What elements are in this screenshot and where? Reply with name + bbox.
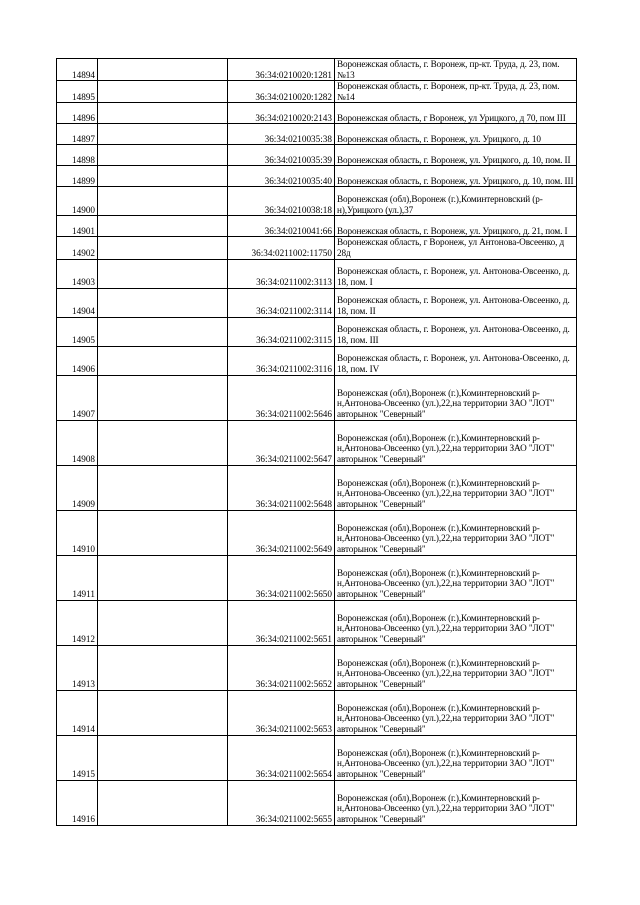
cadastral-number: 36:34:0211002:5648 xyxy=(228,465,335,510)
empty-cell xyxy=(98,187,228,216)
empty-cell xyxy=(98,375,228,420)
table-row xyxy=(57,690,577,735)
table-row xyxy=(57,216,577,237)
row-number: 14896 xyxy=(57,103,98,124)
cadastral-number: 36:34:0210035:38 xyxy=(228,124,335,145)
property-address: Воронежская (обл),Воронеж (г.),Коминтерновский р-н,Антонова-Овсеенко (ул.),22,на территории ЗАО "ЛОТ" авторынок "Северный" xyxy=(335,645,577,690)
property-address: Воронежская область, г. Воронеж, ул. Урицкого, д. 21, пом. I xyxy=(335,216,577,237)
empty-cell xyxy=(98,288,228,317)
cadastral-number: 36:34:0211002:5646 xyxy=(228,375,335,420)
property-address: Воронежская область, г. Воронеж, пр-кт. Труда, д. 23, пом. №13 xyxy=(335,59,577,81)
property-address: Воронежская область, г. Воронеж, ул. Антонова-Овсеенко, д. 18, пом. I xyxy=(335,259,577,288)
cadastral-number: 36:34:0211002:3115 xyxy=(228,317,335,346)
table-row xyxy=(57,166,577,187)
cadastral-number: 36:34:0211002:5647 xyxy=(228,420,335,465)
table-row xyxy=(57,420,577,465)
cadastral-number: 36:34:0211002:5655 xyxy=(228,780,335,825)
row-number: 14897 xyxy=(57,124,98,145)
row-number: 14914 xyxy=(57,690,98,735)
cadastral-number: 36:34:0211002:3113 xyxy=(228,259,335,288)
table-row xyxy=(57,600,577,645)
register-table xyxy=(56,58,577,826)
row-number: 14898 xyxy=(57,145,98,166)
row-number: 14901 xyxy=(57,216,98,237)
register-table-body xyxy=(57,59,577,826)
cadastral-number: 36:34:0210038:18 xyxy=(228,187,335,216)
property-address: Воронежская (обл),Воронеж (г.),Коминтерновский р-н,Антонова-Овсеенко (ул.),22,на территории ЗАО "ЛОТ" авторынок "Северный" xyxy=(335,555,577,600)
empty-cell xyxy=(98,103,228,124)
property-address: Воронежская область, г. Воронеж, пр-кт. Труда, д. 23, пом. №14 xyxy=(335,81,577,103)
property-address: Воронежская область, г Воронеж, ул Урицкого, д 70, пом III xyxy=(335,103,577,124)
row-number: 14906 xyxy=(57,346,98,375)
row-number: 14904 xyxy=(57,288,98,317)
empty-cell xyxy=(98,124,228,145)
row-number: 14916 xyxy=(57,780,98,825)
row-number: 14907 xyxy=(57,375,98,420)
property-address: Воронежская (обл),Воронеж (г.),Коминтерновский р-н,Антонова-Овсеенко (ул.),22,на территории ЗАО "ЛОТ" авторынок "Северный" xyxy=(335,735,577,780)
property-address: Воронежская область, г. Воронеж, ул. Урицкого, д. 10, пом. II xyxy=(335,145,577,166)
table-row xyxy=(57,288,577,317)
table-row xyxy=(57,735,577,780)
row-number: 14910 xyxy=(57,510,98,555)
row-number: 14915 xyxy=(57,735,98,780)
property-address: Воронежская (обл),Воронеж (г.),Коминтерновский (р-н),Урицкого (ул.),37 xyxy=(335,187,577,216)
table-row xyxy=(57,187,577,216)
cadastral-number: 36:34:0211002:11750 xyxy=(228,237,335,259)
cadastral-number: 36:34:0211002:5654 xyxy=(228,735,335,780)
property-address: Воронежская (обл),Воронеж (г.),Коминтерновский р-н,Антонова-Овсеенко (ул.),22,на территории ЗАО "ЛОТ" авторынок "Северный" xyxy=(335,600,577,645)
cadastral-number: 36:34:0211002:5649 xyxy=(228,510,335,555)
property-address: Воронежская (обл),Воронеж (г.),Коминтерновский р-н,Антонова-Овсеенко (ул.),22,на территории ЗАО "ЛОТ" авторынок "Северный" xyxy=(335,465,577,510)
empty-cell xyxy=(98,145,228,166)
row-number: 14902 xyxy=(57,237,98,259)
property-address: Воронежская область, г. Воронеж, ул. Урицкого, д. 10, пом. III xyxy=(335,166,577,187)
row-number: 14912 xyxy=(57,600,98,645)
empty-cell xyxy=(98,259,228,288)
empty-cell xyxy=(98,510,228,555)
row-number: 14899 xyxy=(57,166,98,187)
empty-cell xyxy=(98,166,228,187)
property-address: Воронежская (обл),Воронеж (г.),Коминтерновский р-н,Антонова-Овсеенко (ул.),22,на территории ЗАО "ЛОТ" авторынок "Северный" xyxy=(335,510,577,555)
empty-cell xyxy=(98,317,228,346)
row-number: 14903 xyxy=(57,259,98,288)
empty-cell xyxy=(98,81,228,103)
property-address: Воронежская область, г. Воронеж, ул. Антонова-Овсеенко, д. 18, пом. II xyxy=(335,288,577,317)
cadastral-number: 36:34:0211002:3114 xyxy=(228,288,335,317)
table-row xyxy=(57,780,577,825)
cadastral-number: 36:34:0211002:5650 xyxy=(228,555,335,600)
table-row xyxy=(57,145,577,166)
row-number: 14908 xyxy=(57,420,98,465)
table-row xyxy=(57,346,577,375)
empty-cell xyxy=(98,465,228,510)
cadastral-number: 36:34:0211002:5651 xyxy=(228,600,335,645)
table-row xyxy=(57,510,577,555)
empty-cell xyxy=(98,555,228,600)
table-row xyxy=(57,555,577,600)
property-address: Воронежская область, г Воронеж, ул Антонова-Овсеенко, д 28д xyxy=(335,237,577,259)
cadastral-number: 36:34:0210035:39 xyxy=(228,145,335,166)
row-number: 14895 xyxy=(57,81,98,103)
empty-cell xyxy=(98,346,228,375)
cadastral-number: 36:34:0210020:1282 xyxy=(228,81,335,103)
property-address: Воронежская (обл),Воронеж (г.),Коминтерновский р-н,Антонова-Овсеенко (ул.),22,на территории ЗАО "ЛОТ" авторынок "Северный" xyxy=(335,690,577,735)
empty-cell xyxy=(98,59,228,81)
row-number: 14913 xyxy=(57,645,98,690)
empty-cell xyxy=(98,237,228,259)
empty-cell xyxy=(98,645,228,690)
property-address: Воронежская (обл),Воронеж (г.),Коминтерновский р-н,Антонова-Овсеенко (ул.),22,на территории ЗАО "ЛОТ" авторынок "Северный" xyxy=(335,375,577,420)
table-row xyxy=(57,645,577,690)
cadastral-number: 36:34:0210020:2143 xyxy=(228,103,335,124)
table-row xyxy=(57,237,577,259)
empty-cell xyxy=(98,600,228,645)
cadastral-number: 36:34:0211002:3116 xyxy=(228,346,335,375)
row-number: 14909 xyxy=(57,465,98,510)
property-address: Воронежская область, г. Воронеж, ул. Антонова-Овсеенко, д. 18, пом. III xyxy=(335,317,577,346)
table-row xyxy=(57,465,577,510)
property-address: Воронежская область, г. Воронеж, ул. Урицкого, д. 10 xyxy=(335,124,577,145)
table-row xyxy=(57,59,577,81)
property-address: Воронежская область, г. Воронеж, ул. Антонова-Овсеенко, д. 18, пом. IV xyxy=(335,346,577,375)
property-address: Воронежская (обл),Воронеж (г.),Коминтерновский р-н,Антонова-Овсеенко (ул.),22,на территории ЗАО "ЛОТ" авторынок "Северный" xyxy=(335,420,577,465)
empty-cell xyxy=(98,420,228,465)
table-row xyxy=(57,81,577,103)
table-row xyxy=(57,317,577,346)
row-number: 14900 xyxy=(57,187,98,216)
empty-cell xyxy=(98,216,228,237)
empty-cell xyxy=(98,735,228,780)
empty-cell xyxy=(98,690,228,735)
empty-cell xyxy=(98,780,228,825)
row-number: 14911 xyxy=(57,555,98,600)
table-row xyxy=(57,124,577,145)
cadastral-number: 36:34:0211002:5653 xyxy=(228,690,335,735)
row-number: 14905 xyxy=(57,317,98,346)
cadastral-number: 36:34:0210020:1281 xyxy=(228,59,335,81)
cadastral-number: 36:34:0210035:40 xyxy=(228,166,335,187)
row-number: 14894 xyxy=(57,59,98,81)
property-address: Воронежская (обл),Воронеж (г.),Коминтерновский р-н,Антонова-Овсеенко (ул.),22,на территории ЗАО "ЛОТ" авторынок "Северный" xyxy=(335,780,577,825)
table-row xyxy=(57,375,577,420)
table-row xyxy=(57,259,577,288)
cadastral-number: 36:34:0211002:5652 xyxy=(228,645,335,690)
cadastral-number: 36:34:0210041:66 xyxy=(228,216,335,237)
table-row xyxy=(57,103,577,124)
